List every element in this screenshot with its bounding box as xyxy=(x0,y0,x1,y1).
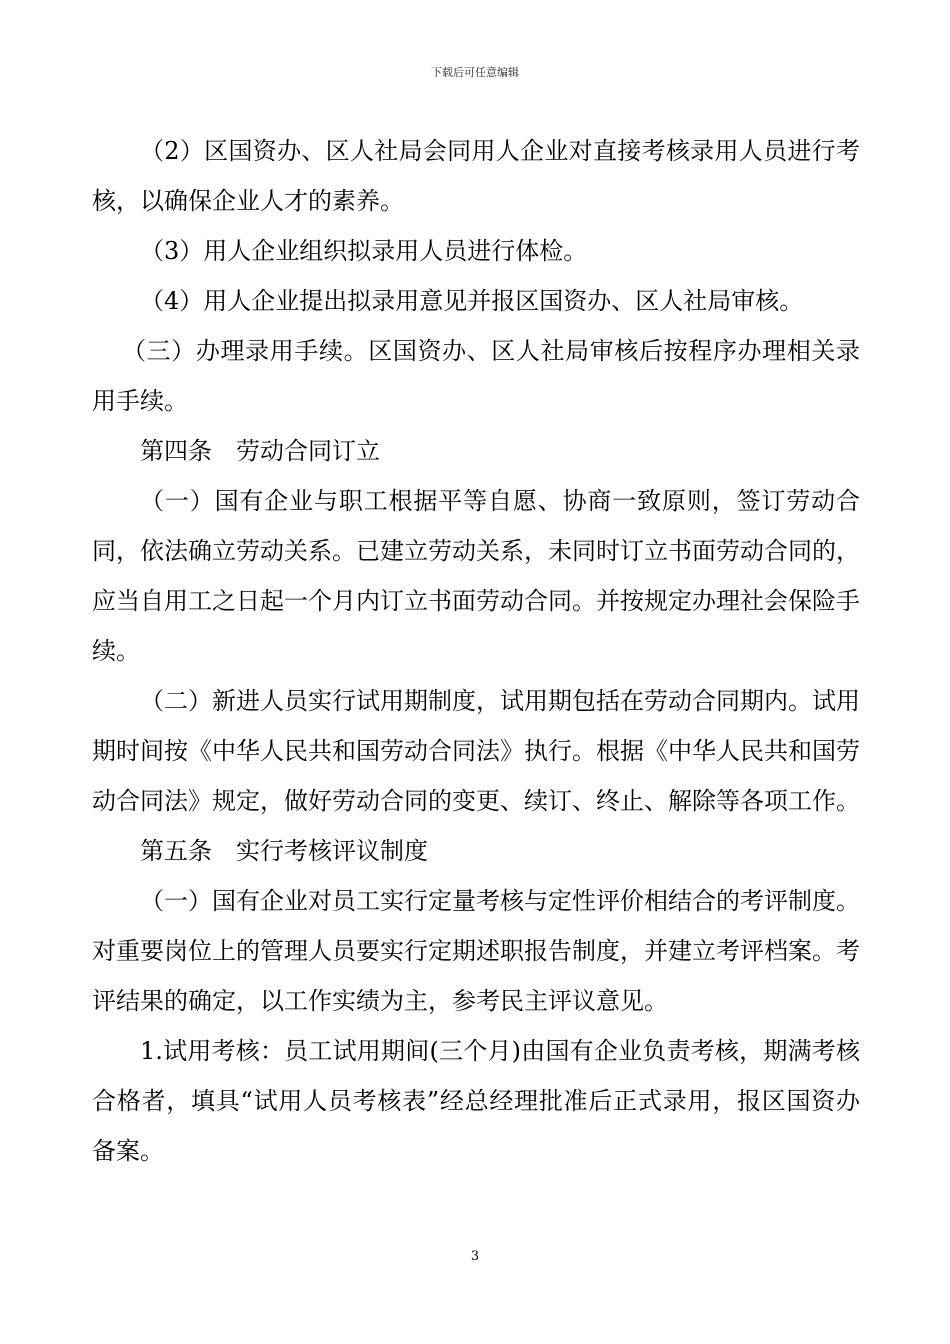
paragraph-article-4-clause-2: （二）新进人员实行试用期制度，试用期包括在劳动合同期内。试用期时间按《中华人民共和国劳动合同法》执行。根据《中华人民共和国劳动合同法》规定，做好劳动合同的变更、续订、终止、解除等各项工作。 xyxy=(92,687,860,815)
paragraph-item-3: （3）用人企业组织拟录用人员进行体检。 xyxy=(140,237,588,265)
paragraph-trial-assessment: 1.试用考核：员工试用期间(三个月)由国有企业负责考核，期满考核合格者，填具“试用人员考核表”经总经理批准后正式录用，报区国资办备案。 xyxy=(92,1037,860,1165)
article-5-heading xyxy=(92,826,860,876)
paragraph-article-5-clause-1: （一）国有企业对员工实行定量考核与定性评价相结合的考评制度。对重要岗位上的管理人员要实行定期述职报告制度，并建立考评档案。考评结果的确定，以工作实绩为主，参考民主评议意见。 xyxy=(92,887,860,1015)
article-5-title: 实行考核评议制度 xyxy=(236,837,428,865)
header-note: 下载后可任意编辑 xyxy=(431,66,519,79)
article-4-title: 劳动合同订立 xyxy=(236,437,380,465)
article-5-number: 第五条 xyxy=(140,837,212,865)
article-4-heading xyxy=(92,426,860,476)
page-number: 3 xyxy=(470,1249,480,1264)
document-body xyxy=(92,126,860,1176)
paragraph-section-3: （三）办理录用手续。区国资办、区人社局审核后按程序办理相关录用手续。 xyxy=(92,337,860,415)
paragraph-article-4-clause-1: （一）国有企业与职工根据平等自愿、协商一致原则，签订劳动合同，依法确立劳动关系。已建立劳动关系，未同时订立书面劳动合同的，应当自用工之日起一个月内订立书面劳动合同。并按规定办理社会保险手续。 xyxy=(92,487,860,665)
paragraph-item-4: （4）用人企业提出拟录用意见并报区国资办、区人社局审核。 xyxy=(140,287,804,315)
article-4-number: 第四条 xyxy=(140,437,212,465)
paragraph-item-2: （2）区国资办、区人社局会同用人企业对直接考核录用人员进行考核，以确保企业人才的素养。 xyxy=(92,137,860,215)
